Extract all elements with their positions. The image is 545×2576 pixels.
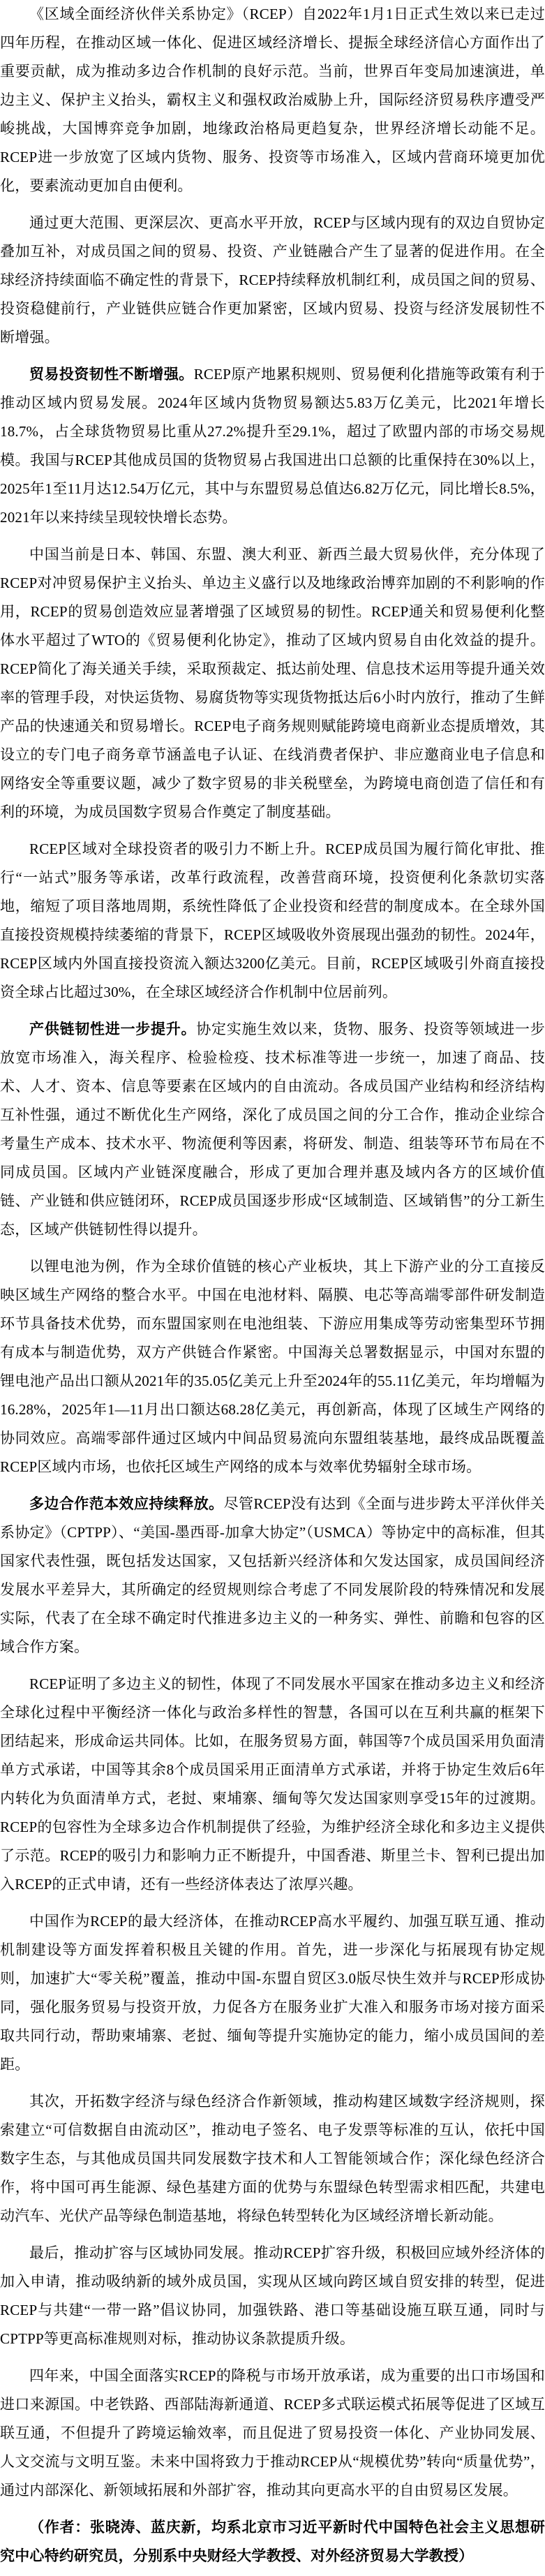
paragraph-text: 以锂电池为例，作为全球价值链的核心产业板块，其上下游产业的分工直接反映区域生产网络的整合水平。中国在电池材料、隔膜、电芯等高端零部件研发制造环节具备技术优势，而东盟国家则在电池组装、下游应用集成等劳动密集型环节拥有成本与制造优势，双方产供链合作紧密。中国海关总署数据显示，中国对东盟的锂电池产品出口额从2021年的35.05亿美元上升至2024年的55.11亿美元，年均增幅为16.28%，2025年1—11月出口额达68.28亿美元，再创新高，体现了区域生产网络的协同效应。高端零部件通过区域内中间品贸易流向东盟组装基地，最终成品既覆盖RCEP区域内市场，也依托区域生产网络的成本与效率优势辐射全球市场。: [0, 1258, 545, 1475]
paragraph-text: 最后，推动扩容与区域协同发展。推动RCEP扩容升级，积极回应域外经济体的加入申请，推动吸纳新的域外成员国，实现从区域向跨区域自贸安排的转型，促进RCEP与共建“一带一路”倡议协同，加强铁路、港口等基础设施互联互通，同时与CPTPP等更高标准规则对标，推动协议条款提质升级。: [0, 2244, 545, 2347]
paragraph-lead: 多边合作范本效应持续释放。: [29, 1495, 224, 1512]
paragraph-lead: 产供链韧性进一步提升。: [29, 1021, 197, 1037]
paragraph-china-role-first: [0, 1907, 545, 2079]
paragraph-text: 中国当前是日本、韩国、东盟、澳大利亚、新西兰最大贸易伙伴，充分体现了RCEP对冲贸易保护主义抬头、单边主义盛行以及地缘政治博弈加剧的不利影响的作用，RCEP的贸易创造效应显著增强了区域贸易的韧性。RCEP通关和贸易便利化整体水平超过了WTO的《贸易便利化协定》，推动了区域内贸易自由化效益的提升。RCEP简化了海关通关手续，采取预裁定、抵达前处理、信息技术运用等提升通关效率的管理手段，对快运货物、易腐货物等实现货物抵达后6小时内放行，推动了生鲜产品的快速通关和贸易增长。RCEP电子商务规则赋能跨境电商新业态提质增效，其设立的专门电子商务章节涵盖电子认证、在线消费者保护、非应邀商业电子信息和网络安全等重要议题，减少了数字贸易的非关税壁垒，为跨境电商创造了信任和有利的环境，为成员国数字贸易合作奠定了制度基础。: [0, 546, 545, 820]
paragraph-text: （作者：张晓涛、蓝庆新，均系北京市习近平新时代中国特色社会主义思想研究中心特约研究员，分别系中央财经大学教授、对外经济贸易大学教授）: [0, 2519, 545, 2564]
paragraph-second-digital-green-economy: [0, 2087, 545, 2230]
paragraph-text: 其次，开拓数字经济与绿色经济合作新领域，推动构建区域数字经济规则，探索建立“可信数据自由流动区”，推动电子签名、电子发票等标准的互认，依托中国数字生态，与其他成员国共同发展数字技术和人工智能领域合作；深化绿色经济合作，将中国可再生能源、绿色基建方面的优势与东盟绿色转型需求相匹配，共建电动汽车、光伏产品等绿色制造基地，将绿色转型转化为区域经济增长新动能。: [0, 2093, 545, 2224]
paragraph-four-year-summary: [0, 2362, 545, 2505]
paragraph-china-largest-trading-partner: [0, 540, 545, 827]
paragraph-rcep-overview: [0, 209, 545, 352]
paragraph-intro: [0, 0, 545, 200]
paragraph-supply-chain-resilience: [0, 1015, 545, 1244]
paragraph-third-expansion-coordination: [0, 2239, 545, 2353]
paragraph-text: 尽管RCEP没有达到《全面与进步跨太平洋伙伴关系协定》（CPTPP）、“美国-墨西哥-加拿大协定”（USMCA）等协定中的高标准，但其国家代表性强，既包括发达国家，又包括新兴经济体和欠发达国家，成员国间经济发展水平差异大，其所确定的经贸规则综合考虑了不同发展阶段的特殊情况和发展实际，代表了在全球不确定时代推进多边主义的一种务实、弹性、前瞻和包容的区域合作方案。: [0, 1495, 545, 1655]
paragraph-lithium-battery-example: [0, 1252, 545, 1481]
paragraph-trade-investment-resilience: [0, 360, 545, 532]
paragraph-text: 四年来，中国全面落实RCEP的降税与市场开放承诺，成为重要的出口市场国和进口来源国。中老铁路、西部陆海新通道、RCEP多式联运模式拓展等促进了区域互联互通，不但提升了跨境运输效率，而且促进了贸易投资一体化、产业协同发展、人文交流与文明互鉴。未来中国将致力于推动RCEP从“规模优势”转向“质量优势”，通过内部深化、新领域拓展和外部扩容，推动其向更高水平的自由贸易区发展。: [0, 2367, 545, 2499]
paragraph-text: RCEP证明了多边主义的韧性，体现了不同发展水平国家在推动多边主义和经济全球化过程中平衡经济一体化与政治多样性的智慧，各国可以在互利共赢的框架下团结起来，形成命运共同体。比如，在服务贸易方面，韩国等7个成员国采用负面清单方式承诺，中国等其余8个成员国采用正面清单方式承诺，并将于协定生效后6年内转化为负面清单方式，老挝、柬埔寨、缅甸等欠发达国家则享受15年的过渡期。RCEP的包容性为全球多边合作机制提供了经验，为维护经济全球化和多边主义提供了示范。RCEP的吸引力和影响力正不断提升，中国香港、斯里兰卡、智利已提出加入RCEP的正式申请，还有一些经济体表达了浓厚兴趣。: [0, 1675, 545, 1893]
paragraph-multilateral-model-effect: [0, 1490, 545, 1661]
paragraph-text: RCEP原产地累积规则、贸易便利化措施等政策有利于推动区域内贸易发展。2024年区域内货物贸易额达5.83万亿美元，比2021年增长18.7%，占全球货物贸易比重从27.2%提升至29.1%，超过了欧盟内部的市场交易规模。我国与RCEP其他成员国的货物贸易占我国进出口总额的比重保持在30%以上，2025年1至11月达12.54万亿元，其中与东盟贸易总值达6.82万亿元，同比增长8.5%，2021年以来持续呈现较快增长态势。: [0, 366, 545, 526]
paragraph-multilateralism-resilience: [0, 1670, 545, 1899]
paragraph-text: 协定实施生效以来，货物、服务、投资等领域进一步放宽市场准入，海关程序、检验检疫、技术标准等进一步统一，加速了商品、技术、人才、资本、信息等要素在区域内的自由流动。各成员国产业结构和经济结构互补性强，通过不断优化生产网络，深化了成员国之间的分工合作，推动企业综合考量生产成本、技术水平、物流便利等因素，将研发、制造、组装等环节布局在不同成员国。区域内产业链深度融合，形成了更加合理并惠及域内各方的区域价值链、产业链和供应链闭环，RCEP成员国逐步形成“区域制造、区域销售”的分工新生态，区域产供链韧性得以提升。: [0, 1021, 545, 1238]
paragraph-investment-attractiveness: [0, 835, 545, 1007]
paragraph-authors-note: [0, 2513, 545, 2570]
paragraph-text: 《区域全面经济伙伴关系协定》（RCEP）自2022年1月1日正式生效以来已走过四年历程，在推动区域一体化、促进区域经济增长、提振全球经济信心方面作出了重要贡献，成为推动多边合作机制的良好示范。当前，世界百年变局加速演进，单边主义、保护主义抬头，霸权主义和强权政治威胁上升，国际经济贸易秩序遭受严峻挑战，大国博弈竞争加剧，地缘政治格局更趋复杂，世界经济增长动能不足。RCEP进一步放宽了区域内货物、服务、投资等市场准入，区域内营商环境更加优化，要素流动更加自由便利。: [0, 6, 545, 194]
paragraph-text: 通过更大范围、更深层次、更高水平开放，RCEP与区域内现有的双边自贸协定叠加互补，对成员国之间的贸易、投资、产业链融合产生了显著的促进作用。在全球经济持续面临不确定性的背景下，RCEP持续释放机制红利，成员国之间的贸易、投资稳健前行，产业链供应链合作更加紧密，区域内贸易、投资与经济发展韧性不断增强。: [0, 214, 545, 346]
paragraph-text: 中国作为RCEP的最大经济体，在推动RCEP高水平履约、加强互联互通、推动机制建设等方面发挥着积极且关键的作用。首先，进一步深化与拓展现有协定规则，加速扩大“零关税”覆盖，推动中国-东盟自贸区3.0版尽快生效并与RCEP形成协同，强化服务贸易与投资开放，力促各方在服务业扩大准入和服务市场对接方面采取共同行动，帮助柬埔寨、老挝、缅甸等提升实施协定的能力，缩小成员国间的差距。: [0, 1913, 545, 2073]
paragraph-text: RCEP区域对全球投资者的吸引力不断上升。RCEP成员国为履行简化审批、推行“一站式”服务等承诺，改革行政流程，改善营商环境，投资便利化条款切实落地，缩短了项目落地周期，系统性降低了企业投资和经营的制度成本。在全球外国直接投资规模持续萎缩的背景下，RCEP区域吸收外资展现出强劲的韧性。2024年，RCEP区域内外国直接投资流入额达3200亿美元。目前，RCEP区域吸引外商直接投资全球占比超过30%，在全球区域经济合作机制中位居前列。: [0, 841, 545, 1000]
paragraph-lead: 贸易投资韧性不断增强。: [29, 366, 194, 383]
